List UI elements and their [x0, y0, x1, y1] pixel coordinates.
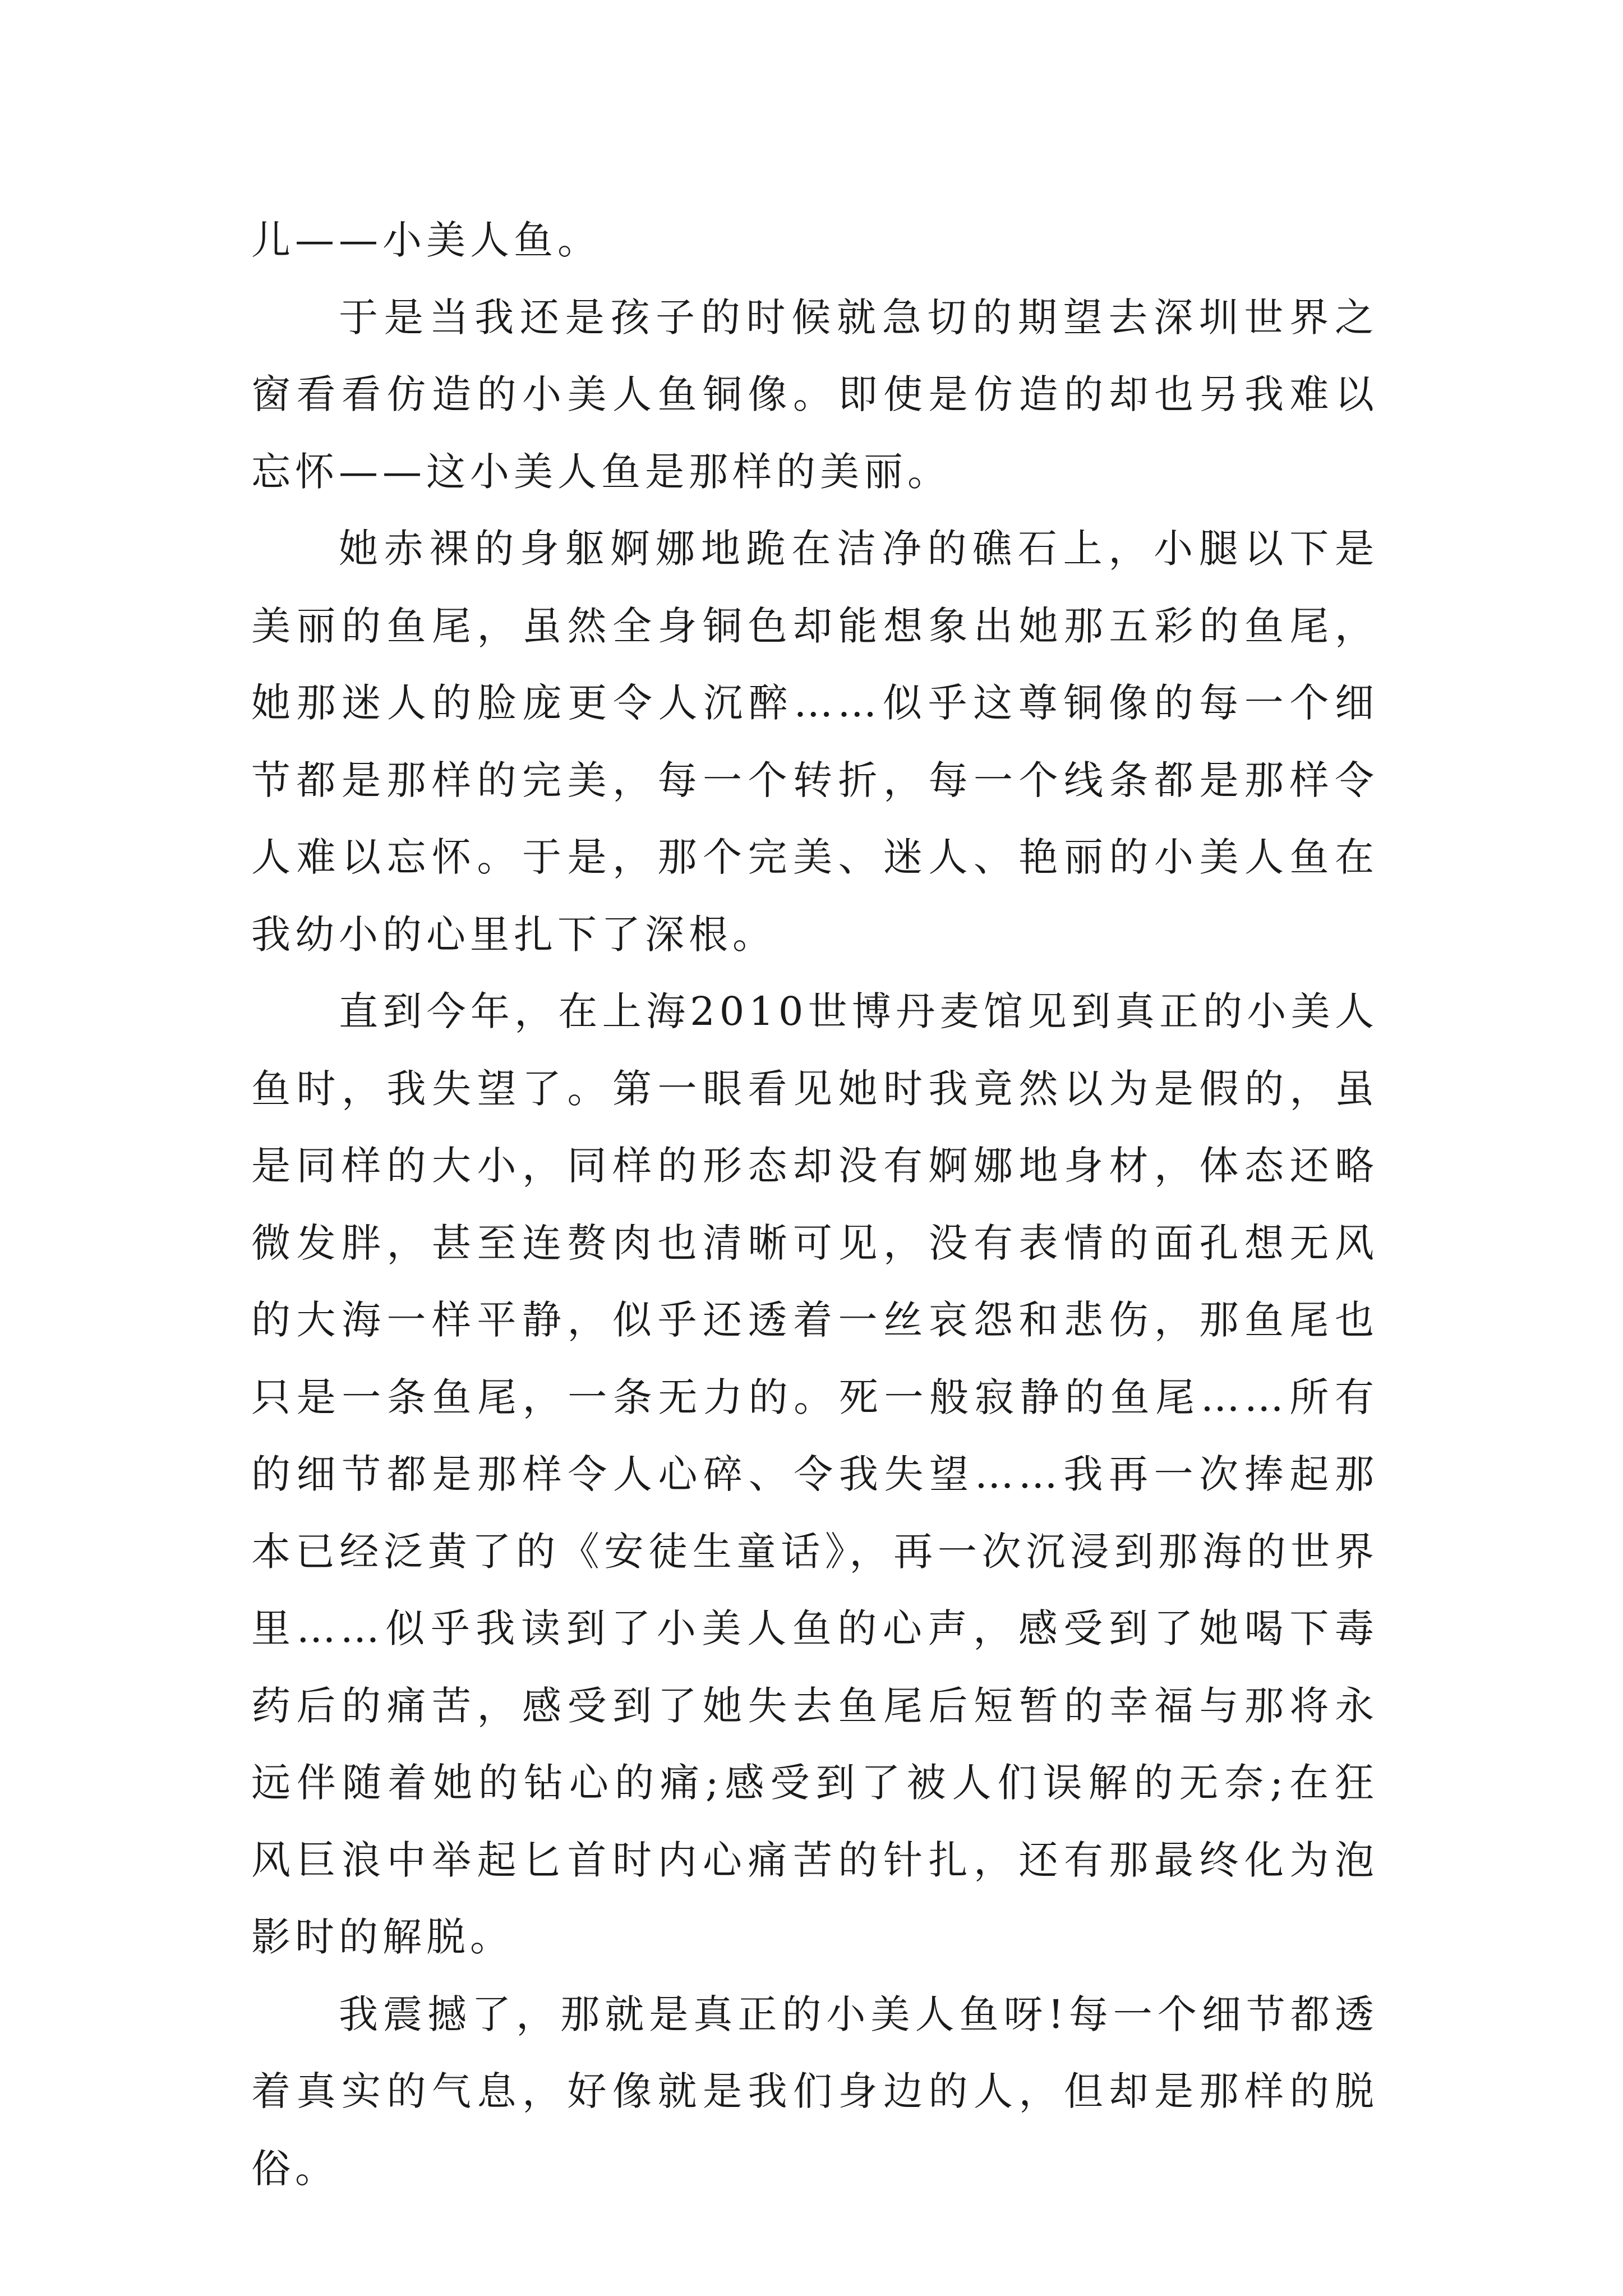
- paragraph-1: 儿——小美人鱼。: [251, 217, 601, 263]
- document-body: [251, 202, 1378, 2207]
- paragraph-2: 于是当我还是孩子的时候就急切的期望去深圳世界之窗看看仿造的小美人鱼铜像。即使是仿造的却也另我难以忘怀——这小美人鱼是那样的美丽。: [251, 294, 1378, 495]
- paragraph-4: 直到今年，在上海2010世博丹麦馆见到真正的小美人鱼时，我失望了。第一眼看见她时我竟然以为是假的，虽是同样的大小，同样的形态却没有婀娜地身材，体态还略微发胖，甚至连赘肉也清晰可见，没有表情的面孔想无风的大海一样平静，似乎还透着一丝哀怨和悲伤，那鱼尾也只是一条鱼尾，一条无力的。死一般寂静的鱼尾……所有的细节都是那样令人心碎、令我失望……我再一次捧起那本已经泛黄了的《安徒生童话》，再一次沉浸到那海的世界里……似乎我读到了小美人鱼的心声，感受到了她喝下毒药后的痛苦，感受到了她失去鱼尾后短暂的幸福与那将永远伴随着她的钻心的痛;感受到了被人们误解的无奈;在狂风巨浪中举起匕首时内心痛苦的针扎，还有那最终化为泡影时的解脱。: [251, 988, 1378, 1960]
- paragraph-5: 我震撼了，那就是真正的小美人鱼呀!每一个细节都透着真实的气息，好像就是我们身边的人，但却是那样的脱俗。: [251, 1991, 1378, 2192]
- paragraph-3: 她赤裸的身躯婀娜地跪在洁净的礁石上，小腿以下是美丽的鱼尾，虽然全身铜色却能想象出她那五彩的鱼尾，她那迷人的脸庞更令人沉醉……似乎这尊铜像的每一个细节都是那样的完美，每一个转折，每一个线条都是那样令人难以忘怀。于是，那个完美、迷人、艳丽的小美人鱼在我幼小的心里扎下了深根。: [251, 526, 1378, 958]
